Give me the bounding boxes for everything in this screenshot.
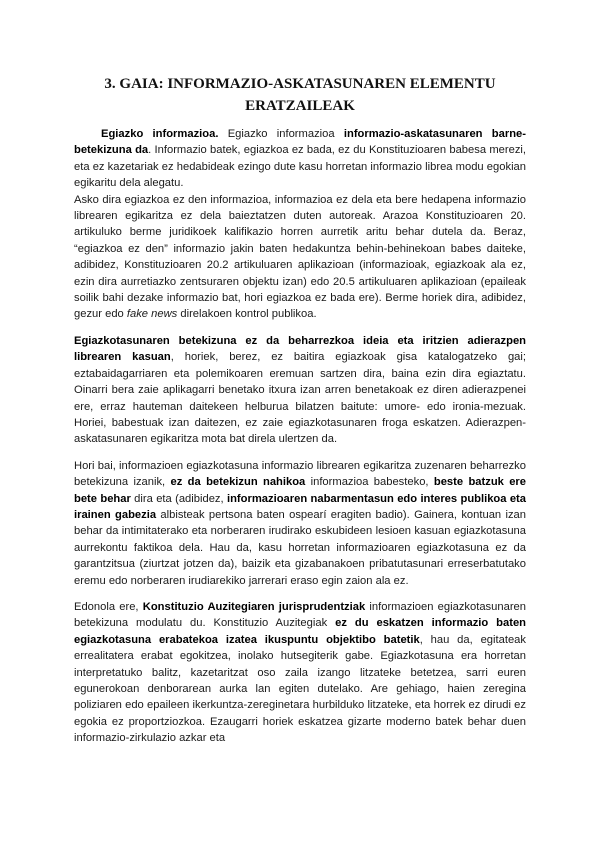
paragraph-4 xyxy=(74,458,526,589)
text-span: dira eta (adibidez, xyxy=(130,492,227,505)
text-span: Asko dira egiazkoa ez den informazioa, informazioa ez dela eta bere hedapena informazio librearen egikaritza ez dela baieztatzen duten autoreak. Arazoa Konstituzioaren 20. artikuluko berme juridikoek kalifikazio horren aurretik aritu behar dutela da. Beraz, “egiazkoa ez den” informazio jakin baten hedakuntza behin-behinekoan babes daiteke, adibidez, Konstituzioaren 20.2 artikuluaren aplikazioan (informazioak, egiazkoak ala ez, ezin dira aurretiazko zentsuraren objektu izan) edo 20.5 artikuluaren aplikazioan (epaileak soilik bahi dezake informazio bat, hori egiazkoa ez bada ere). Berme horiek dira, adibidez, gezur edo xyxy=(74,193,526,321)
bold-span: ez da betekizun nahikoa xyxy=(170,476,306,489)
text-span: , horiek, berez, ez baitira egiazkoak gisa katalogatzeko gai; eztabaidagarriaren eta polemikoaren eremuan sartzen dira, baina ezin dira egiaztatu. Oinarri bera zaie aplikagarri benetako itxura izan arren benetakoak ez diren adierazpenei ere, erraz hauteman daitekeen helburua bilatzen baitute: umore- edo ironia-mezuak. Horiei, babestuak izan daitezen, ez zaie egiazkotasunaren froga eskatzen. Adierazpen-askatasunaren egikaritza mota bat direla ulertzen da. xyxy=(74,351,526,446)
bold-span: Egiazkotasunaren betekizuna ez da beharrezkoa ideia eta iritzien adierazpen librearen kasuan xyxy=(74,334,526,364)
text-span: informazioa babesteko, xyxy=(305,476,434,489)
text-span: informazioen egiazkotasunaren betekizuna modulatu du. Konstituzio Auzitegiak xyxy=(74,600,526,630)
bold-span: ez du eskatzen informazio baten egiazkotasuna erabatekoa izatea ikuspuntu objektibo batetik xyxy=(74,617,527,646)
bold-span: informazio-askatasunaren barne-betekizuna da xyxy=(74,128,526,157)
bold-span: Konstituzio Auzitegiaren jurisprudentziak xyxy=(142,600,366,613)
lead-heading: Egiazko informazioa. xyxy=(101,128,219,140)
paragraph-1 xyxy=(74,126,526,192)
text-span: Edonola ere, xyxy=(74,600,143,613)
italic-span: fake news xyxy=(126,308,178,321)
text-span: Hori bai, informazioen egiazkotasuna informazio librearen egikaritza zuzenaren beharrezko betekizuna izanik, xyxy=(74,459,526,489)
chapter-title: 3. GAIA: INFORMAZIO-ASKATASUNAREN ELEMENTU ERATZAILEAK xyxy=(104,76,496,114)
text-span: Egiazko informazioa xyxy=(218,128,344,140)
text-span: direlakoen kontrol publikoa. xyxy=(177,308,317,321)
text-span: albisteak pertsona baten ospearí eragiten badio). Gainera, kontuan izan behar da intimitaterako eta norberaren irudirako eskubideen lesioen kasuan egiazkotasuna aurrekontu faktikoa dela. Hau da, kasu horretan informazioaren egiazkotasuna ez da garantzitsua (ziurtzat jotzen da), baizik eta gizabanakoen pribatutasunari erreserbatutako eremu edo norberaren irudiarekiko jarrerari eraso egin zaion ala ez. xyxy=(74,508,527,587)
paragraph-3 xyxy=(74,333,526,448)
bold-span: informazioaren nabarmentasun edo interes publikoa eta irainen gabezia xyxy=(74,492,527,521)
text-span: , hau da, egitateak errealitatera erabat egokitzea, inolako hutsegiterik gabe. Egiazkotasuna era horretan interpretatuko balitz, kazetaritzat oso zaila izango litzateke betetzea, sarri euren egunerokoan denborarean aurka lan egiten dutelako. Are gehiago, haien zeregina poliziaren edo epaileen ikerkuntza-zereginetara hurbilduko litzateke, eta horrek ez dirudi ez egokia ez proportziozkoa. Ezaugarri horiek eskatzea gizarte moderno batek behar duen informazio-zirkulazio azkar eta xyxy=(74,633,526,745)
paragraph-2 xyxy=(74,192,526,323)
text-span: . Informazio batek, egiazkoa ez bada, ez du Konstituzioaren babesa merezi, eta ez kazetariak ez hedabideak ezingo dute kasu horretan informazio librea modu egokian egikaritu dela alegatu. xyxy=(74,144,527,190)
bold-span: beste batzuk ere bete behar xyxy=(74,476,527,505)
paragraph-5 xyxy=(74,599,526,747)
document-body xyxy=(74,126,526,747)
